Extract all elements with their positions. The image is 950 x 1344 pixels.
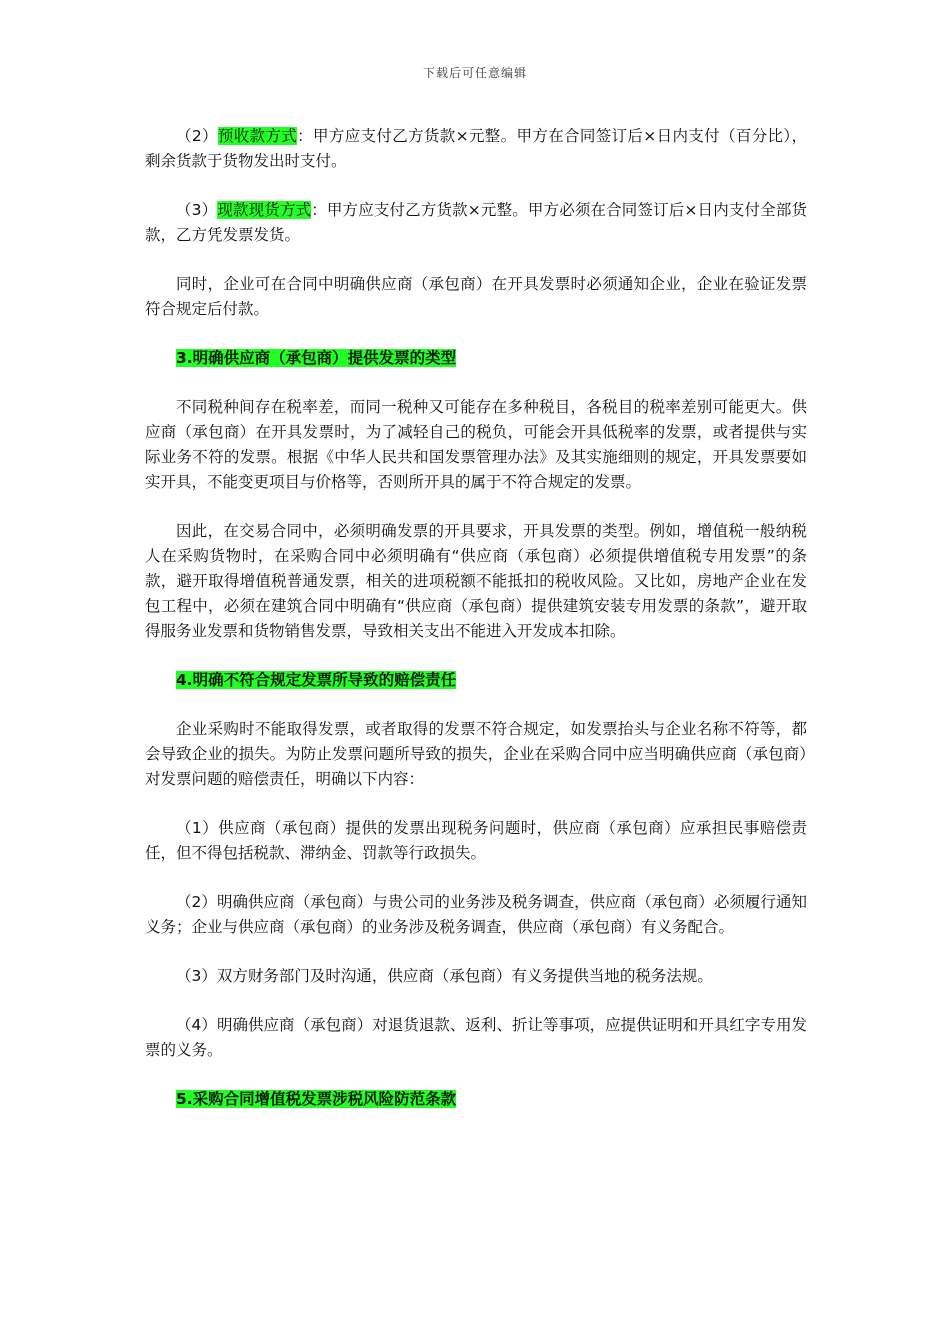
section-heading-text: 4.明确不符合规定发票所导致的赔偿责任 — [176, 671, 457, 689]
highlighted-term: 预收款方式 — [217, 127, 298, 145]
section-heading-text: 3.明确供应商（承包商）提供发票的类型 — [176, 349, 457, 367]
paragraph: 企业采购时不能取得发票，或者取得的发票不符合规定，如发票抬头与企业名称不符等，都会导致企业的损失。为防止发票问题所导致的损失，企业在采购合同中应当明确供应商（承包商）对发票问题的赔偿责任，明确以下内容： — [145, 720, 807, 788]
item-number: （2） — [176, 127, 218, 145]
section-heading — [145, 668, 807, 693]
paragraph-cash-on-delivery — [145, 198, 807, 248]
paragraph-text: ：甲方应支付乙方货款×元整。甲方必须在合同签订后×日内支付全部货款，乙方凭发票发货。 — [145, 201, 807, 244]
paragraph: 不同税种间存在税率差，而同一税种又可能存在多种税目，各税目的税率差别可能更大。供应商（承包商）在开具发票时，为了减轻自己的税负，可能会开具低税率的发票，或者提供与实际业务不符的发票。根据《中华人民共和国发票管理办法》及其实施细则的规定，开具发票要如实开具，不能变更项目与价格等，否则所开具的属于不符合规定的发票。 — [145, 398, 807, 491]
paragraph: （3）双方财务部门及时沟通，供应商（承包商）有义务提供当地的税务法规。 — [176, 967, 713, 985]
paragraph: （2）明确供应商（承包商）与贵公司的业务涉及税务调查，供应商（承包商）必须履行通知义务；企业与供应商（承包商）的业务涉及税务调查，供应商（承包商）有义务配合。 — [145, 893, 807, 936]
highlighted-term: 现款现货方式 — [217, 201, 312, 219]
paragraph-prepayment — [145, 124, 807, 174]
item-number: （3） — [176, 201, 218, 219]
paragraph: （4）明确供应商（承包商）对退货退款、返利、折让等事项，应提供证明和开具红字专用发票的义务。 — [145, 1016, 807, 1059]
section-heading — [145, 346, 807, 371]
page-header: 下载后可任意编辑 — [422, 66, 527, 80]
section-heading — [145, 1087, 807, 1112]
section-heading-text: 5.采购合同增值税发票涉税风险防范条款 — [176, 1090, 457, 1108]
paragraph: （1）供应商（承包商）提供的发票出现税务问题时，供应商（承包商）应承担民事赔偿责任，但不得包括税款、滞纳金、罚款等行政损失。 — [145, 819, 807, 862]
paragraph: 因此，在交易合同中，必须明确发票的开具要求，开具发票的类型。例如，增值税一般纳税人在采购货物时，在采购合同中必须明确有“供应商（承包商）必须提供增值税专用发票”的条款，避开取得增值税普通发票，相关的进项税额不能抵扣的税收风险。又比如，房地产企业在发包工程中，必须在建筑合同中明确有“供应商（承包商）提供建筑安装专用发票的条款”，避开取得服务业发票和货物销售发票，导致相关支出不能进入开发成本扣除。 — [145, 522, 807, 640]
paragraph: 同时，企业可在合同中明确供应商（承包商）在开具发票时必须通知企业，企业在验证发票符合规定后付款。 — [145, 275, 807, 318]
document-body — [145, 124, 807, 1136]
paragraph-text: ：甲方应支付乙方货款×元整。甲方在合同签订后×日内支付（百分比），剩余货款于货物发出时支付。 — [145, 127, 807, 170]
